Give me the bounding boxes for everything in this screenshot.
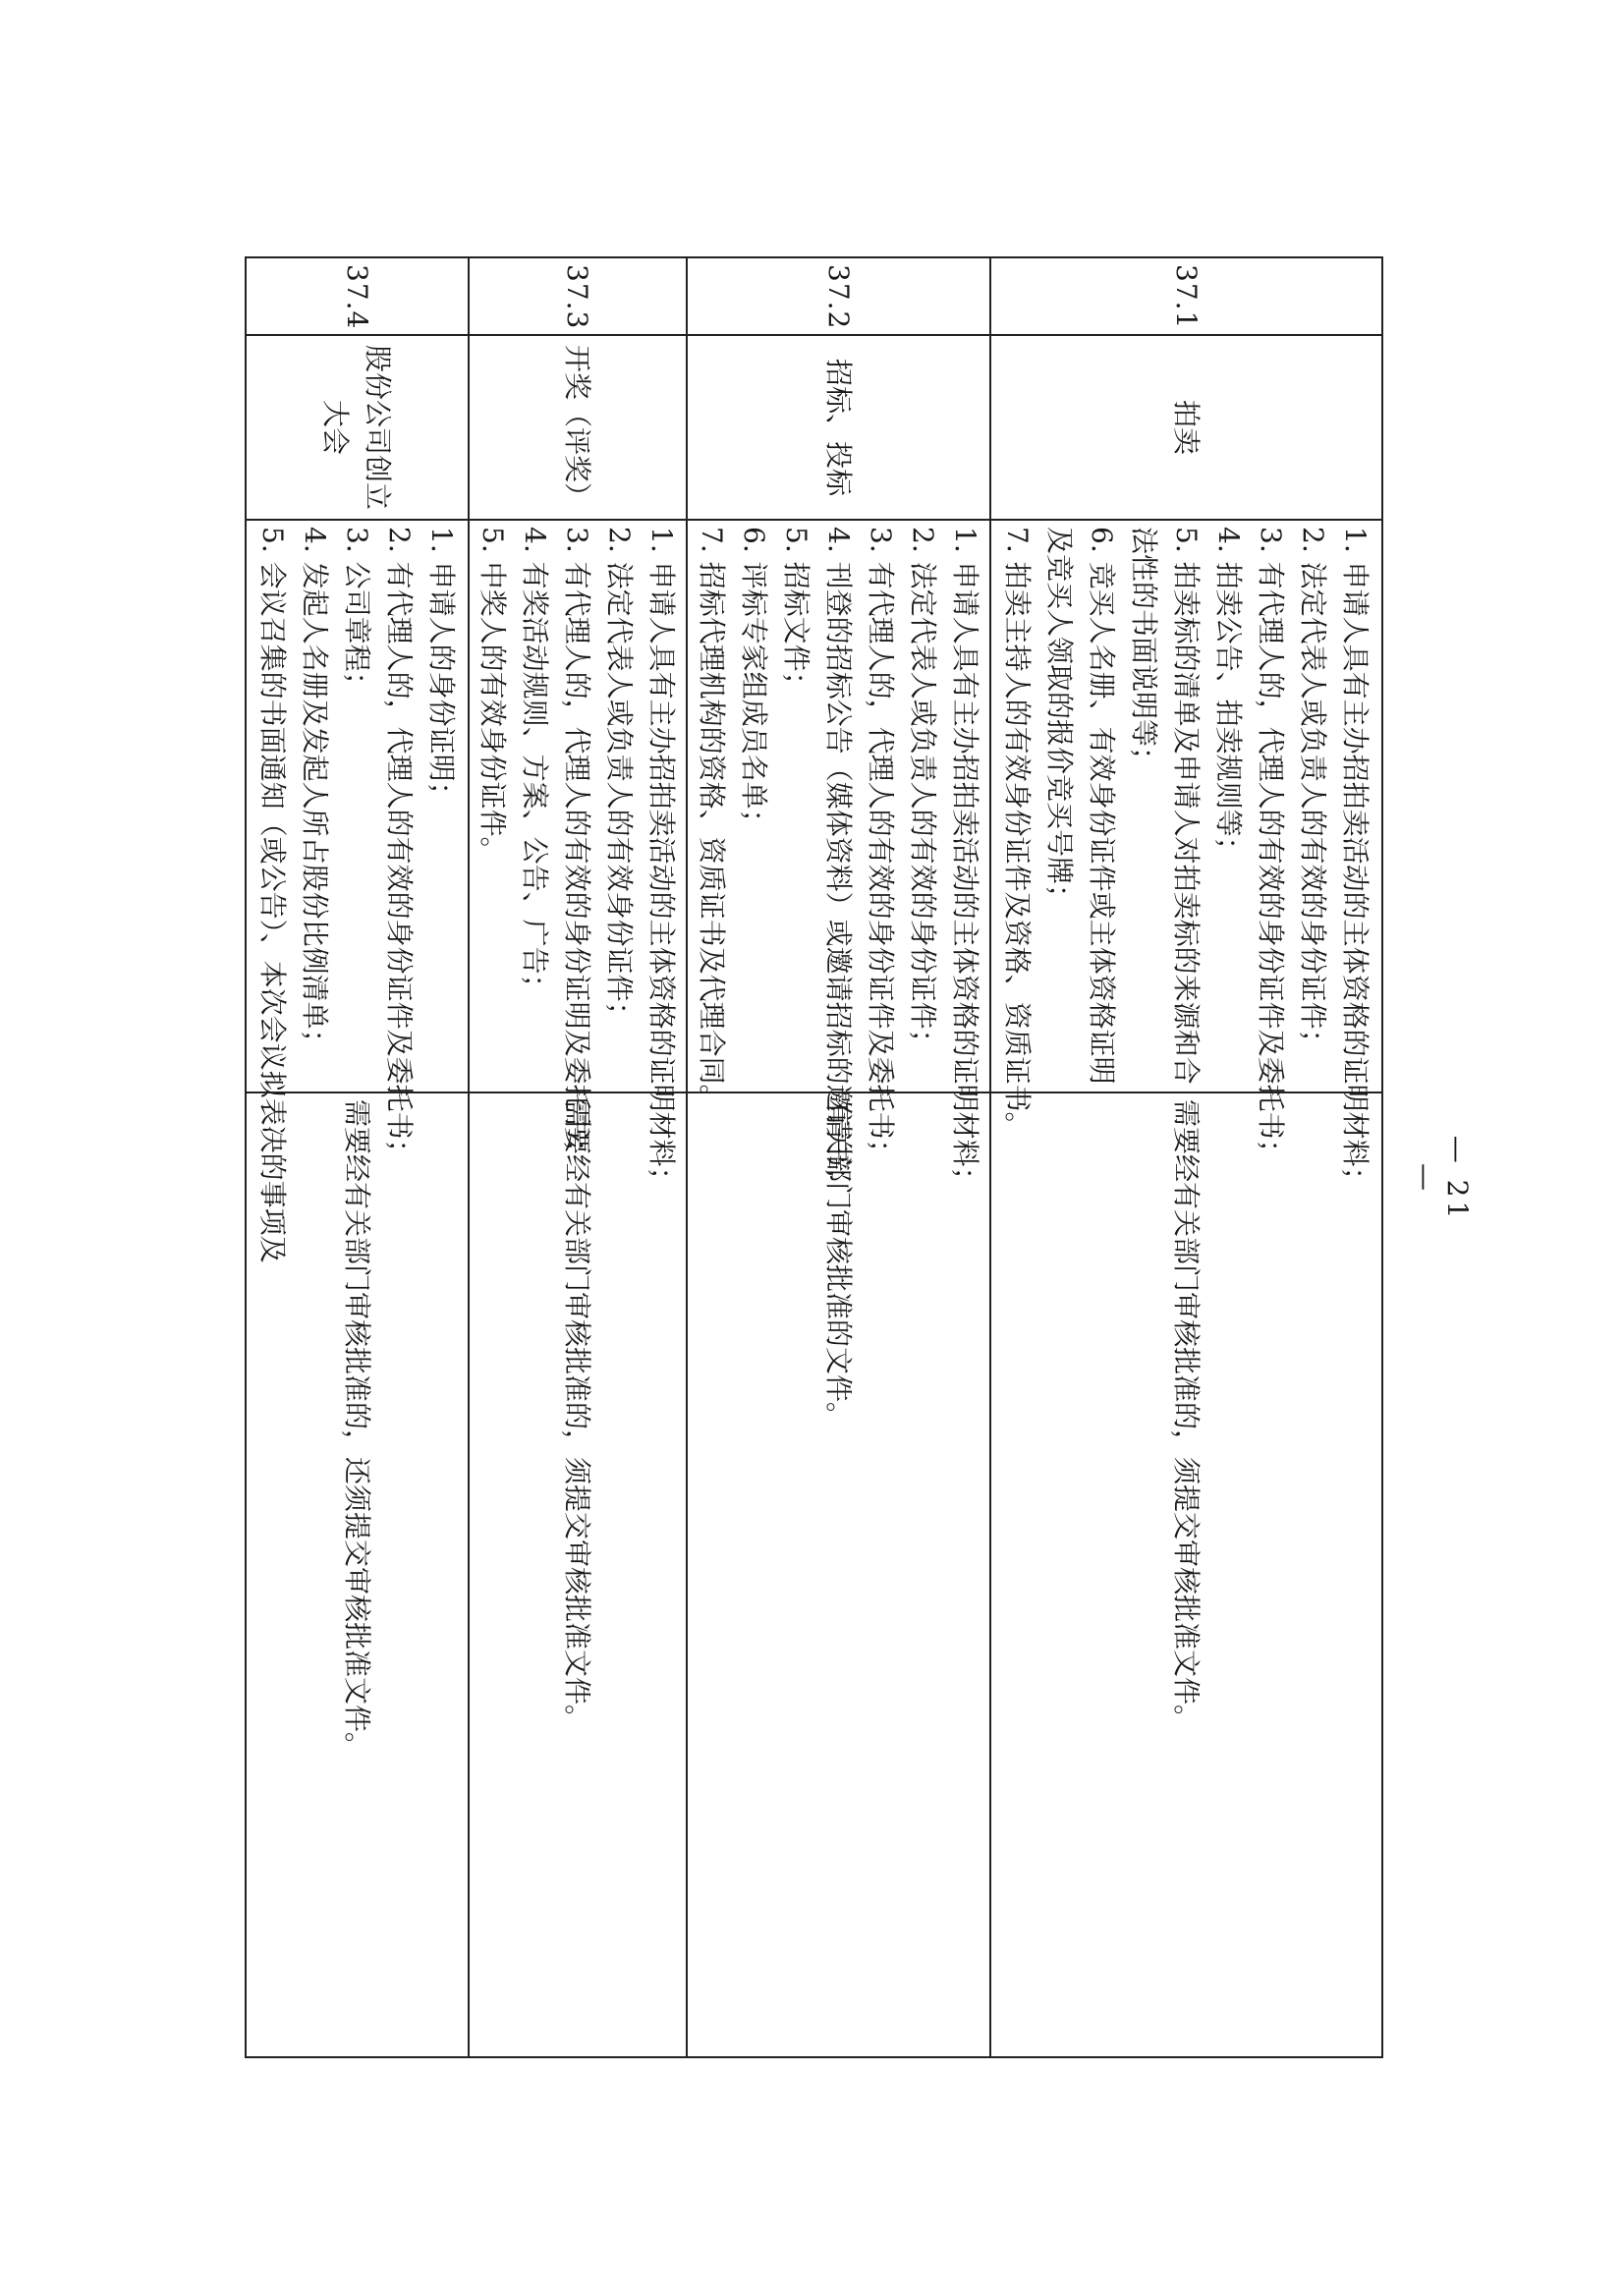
item-name: 开奖（评奖） [469, 335, 687, 520]
material-item: 5. 拍卖标的清单及申请人对拍卖标的来源和合法性的书面说明等； [1128, 527, 1203, 1085]
item-name: 招标、投标 [687, 335, 990, 520]
requirements-table [245, 256, 1383, 2058]
material-item: 5. 中奖人的有效身份证件。 [476, 527, 510, 865]
item-number: 37.3 [469, 257, 687, 335]
material-item: 6. 评标专家组成员名单； [738, 527, 770, 837]
material-item: 1. 申请人的身份证明； [425, 527, 458, 810]
materials-list [990, 520, 1382, 1195]
material-item: 4. 刊登的招标公告（媒体资料）或邀请招标的邀请书； [822, 527, 855, 1195]
table-row [990, 257, 1382, 2057]
material-item: 2. 法定代表人或负责人的有效的身份证件； [907, 527, 939, 1057]
material-item: 6. 竞买人名册、有效身份证件或主体资格证明及竞买人领取的报价竞买号牌； [1043, 527, 1118, 1085]
item-number: 37.2 [687, 257, 990, 335]
remarks: 需要经有关部门审核批准的，须提交审核批准文件。 [469, 1092, 687, 2057]
item-number: 37.4 [246, 257, 469, 335]
material-item: 1. 申请人具有主办招拍卖活动的主体资格的证明材料； [645, 527, 679, 1195]
material-item: 5. 会议召集的书面通知（或公告）、本次会议拟表决的事项及 [256, 527, 289, 1263]
item-name: 拍卖 [990, 335, 1382, 520]
table-row [687, 257, 990, 2057]
remarks: 有关部门审核批准的文件。 [687, 1092, 990, 2057]
item-name: 股份公司创立大会 [246, 335, 469, 520]
rotated-page-content [247, 256, 1383, 2056]
page-number: — 21 — [1409, 1135, 1474, 1223]
materials-list [687, 520, 990, 1195]
material-item: 4. 发起人名册及发起人所占股份比例清单； [299, 527, 331, 1057]
material-item: 4. 拍卖公告、拍卖规则等； [1212, 527, 1245, 865]
material-item: 2. 法定代表人或负责人的有效的身份证件； [1297, 527, 1329, 1057]
material-item: 7. 拍卖主持人的有效身份证件及资格、资质证书。 [1001, 527, 1034, 1140]
remarks: 需要经有关部门审核批准的，还须提交审核批准文件。 [246, 1092, 469, 2057]
material-item: 2. 法定代表人或负责人的有效身份证件； [603, 527, 637, 1030]
remarks: 需要经有关部门审核批准的，须提交审核批准文件。 [990, 1092, 1382, 2057]
material-item: 4. 有奖活动规则、方案、公告、广告； [519, 527, 552, 1002]
table-row [469, 257, 687, 2057]
table-body [246, 257, 1382, 2057]
material-item: 3. 有代理人的，代理人的有效的身份证件及委托书； [1255, 527, 1287, 1167]
material-item: 1. 申请人具有主办招拍卖活动的主体资格的证明材料； [949, 527, 981, 1195]
table-row [246, 257, 469, 2057]
material-item: 7. 招标代理机构的资格、资质证书及代理合同。 [696, 527, 728, 1112]
material-item: 3. 公司章程； [341, 527, 373, 700]
material-item: 1. 申请人具有主办招拍卖活动的主体资格的证明材料； [1339, 527, 1372, 1195]
material-item: 5. 招标文件； [780, 527, 812, 700]
material-item: 3. 有代理人的，代理人的有效的身份证件及委托书； [865, 527, 897, 1167]
materials-list [469, 520, 687, 1195]
material-item: 3. 有代理人的，代理人的有效的身份证明及委托书； [561, 527, 594, 1167]
item-number: 37.1 [990, 257, 1382, 335]
material-item: 2. 有代理人的，代理人的有效的身份证件及委托书； [383, 527, 416, 1167]
materials-list [246, 520, 469, 1263]
